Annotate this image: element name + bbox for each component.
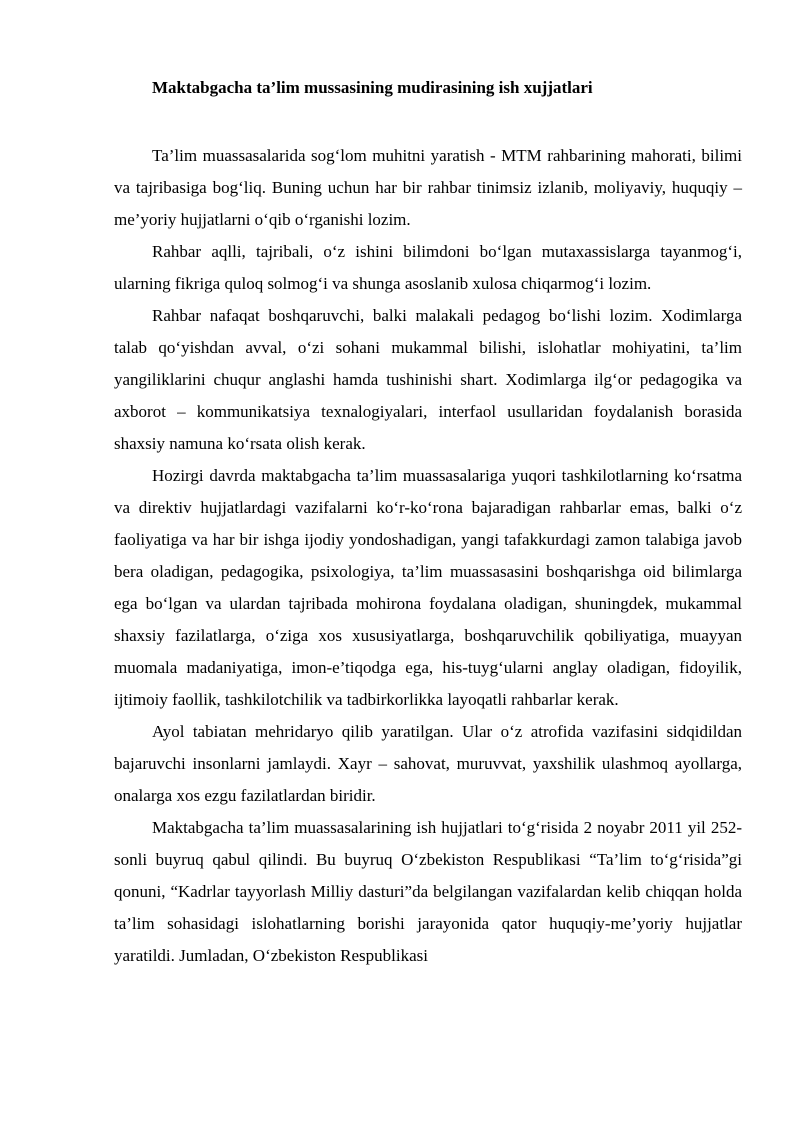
paragraph-3: Rahbar nafaqat boshqaruvchi, balki malakali pedagog bo‘lishi lozim. Xodimlarga talab qo‘yishdan avval, o‘zi sohani mukammal bilishi, islohatlar mohiyatini, ta’lim yangiliklarini chuqur anglashi hamda tushinishi shart. Xodimlarga ilg‘or pedagogika va axborot – kommunikatsiya texnalogiyalari, interfaol usullaridan foydalanish borasida shaxsiy namuna ko‘rsata olish kerak. — [114, 306, 742, 453]
paragraph-5: Ayol tabiatan mehridaryo qilib yaratilgan. Ular o‘z atrofida vazifasini sidqidildan bajaruvchi insonlarni jamlaydi. Xayr – sahovat, muruvvat, yaxshilik ulashmoq ayollarga, onalarga xos ezgu fazilatlardan biridir. — [114, 722, 742, 805]
paragraph-1: Ta’lim muassasalarida sog‘lom muhitni yaratish - MTM rahbarining mahorati, bilimi va tajribasiga bog‘liq. Buning uchun har bir rahbar tinimsiz izlanib, moliyaviy, huquqiy – me’yoriy hujjatlarni o‘qib o‘rganishi lozim. — [114, 146, 742, 229]
paragraph-6: Maktabgacha ta’lim muassasalarining ish hujjatlari to‘g‘risida 2 noyabr 2011 yil 252-sonli buyruq qabul qilindi. Bu buyruq O‘zbekiston Respublikasi “Ta’lim to‘g‘risida”gi qonuni, “Kadrlar tayyorlash Milliy dasturi”da belgilangan vazifalardan kelib chiqqan holda ta’lim sohasidagi islohatlarning borishi jarayonida qator huquqiy-me’yoriy hujjatlar yaratildi. Jumladan, O‘zbekiston Respublikasi — [114, 818, 742, 965]
paragraph-4: Hozirgi davrda maktabgacha ta’lim muassasalariga yuqori tashkilotlarning ko‘rsatma va direktiv hujjatlardagi vazifalarni ko‘r-ko‘rona bajaradigan rahbarlar emas, balki o‘z faoliyatiga va har bir ishga ijodiy yondoshadigan, yangi tafakkurdagi zamon talabiga javob bera oladigan, pedagogika, psixologiya, ta’lim muassasasini boshqarishga oid bilimlarga ega bo‘lgan va ulardan tajribada mohirona foydalana oladigan, shuningdek, mukammal shaxsiy fazilatlarga, o‘ziga xos xususiyatlarga, boshqaruvchilik qobiliyatiga, muayyan muomala madaniyatiga, imon-e’tiqodga ega, his-tuyg‘ularni anglay oladigan, fidoyilik, ijtimoiy faollik, tashkilotchilik va tadbirkorlikka layoqatli rahbarlar kerak. — [114, 466, 742, 709]
document-page — [114, 76, 742, 972]
paragraph-2: Rahbar aqlli, tajribali, o‘z ishini bilimdoni bo‘lgan mutaxassislarga tayanmog‘i, ularning fikriga quloq solmog‘i va shunga asoslanib xulosa chiqarmog‘i lozim. — [114, 242, 742, 293]
document-title: Maktabgacha ta’lim mussasining mudirasining ish xujjatlari — [152, 78, 593, 97]
